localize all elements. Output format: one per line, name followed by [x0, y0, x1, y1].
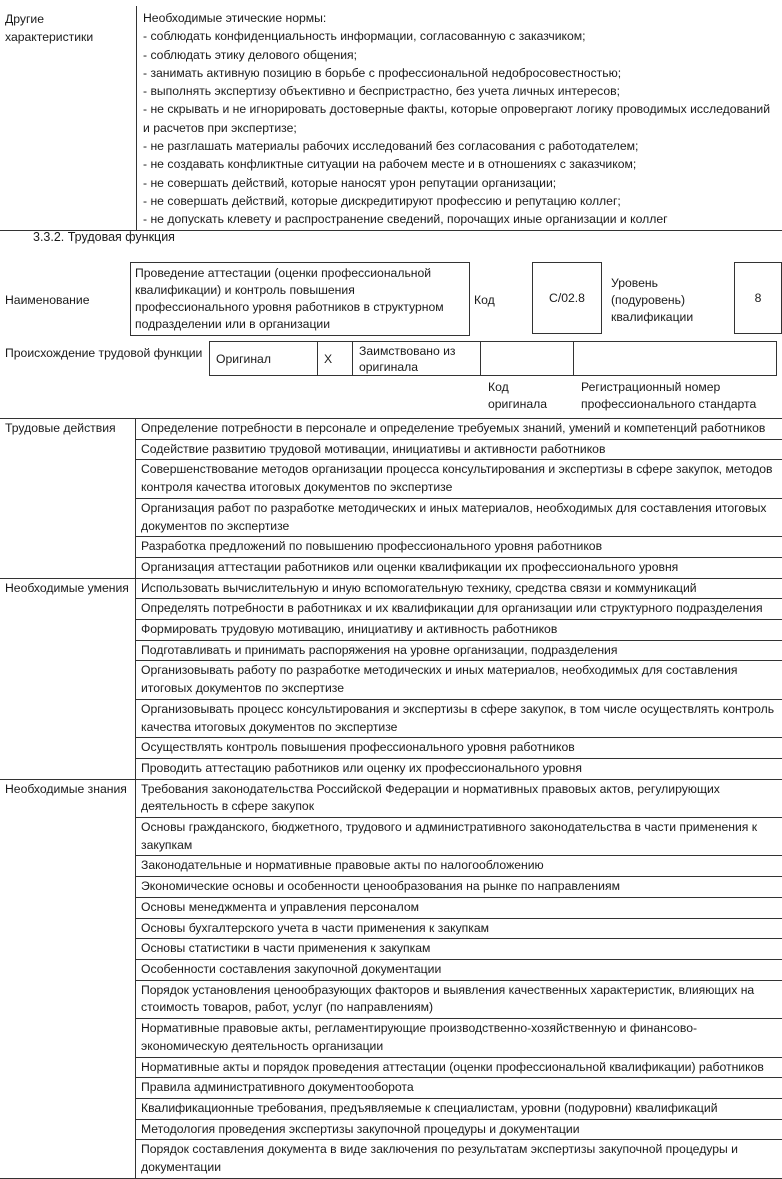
required-knowledge-label: Необходимые знания: [0, 779, 136, 817]
table-row: [0, 939, 782, 960]
required-knowledge-item: Особенности составления закупочной документации: [136, 959, 782, 980]
category-spacer: [0, 1098, 136, 1119]
required-knowledge-item: Основы гражданского, бюджетного, трудового и административного законодательства в части применения к закупкам: [136, 818, 782, 856]
origin-table: [209, 341, 777, 376]
table-row: [0, 779, 782, 817]
table-row: [0, 661, 782, 699]
category-spacer: [0, 557, 136, 578]
required-knowledge-item: Основы статистики в части применения к закупкам: [136, 939, 782, 960]
table-row: [0, 557, 782, 578]
required-skills-item: Осуществлять контроль повышения профессионального уровня работников: [136, 738, 782, 759]
original-code-caption: Код оригинала: [488, 379, 558, 413]
origin-label: Происхождение трудовой функции: [5, 344, 202, 362]
other-characteristics-label: Другие характеристики: [5, 10, 135, 46]
category-spacer: [0, 758, 136, 779]
code-label: Код: [474, 291, 495, 309]
table-row: [0, 419, 782, 440]
category-spacer: [0, 439, 136, 460]
original-code-cell: [481, 342, 574, 376]
category-spacer: [0, 877, 136, 898]
category-spacer: [0, 897, 136, 918]
ethical-norm-line: - выполнять экспертизу объективно и беспристрастно, без учета личных интересов;: [143, 82, 776, 100]
ethical-norm-line: - не совершать действий, которые дискредитируют профессию и репутацию коллег;: [143, 192, 776, 210]
required-skills-item: Подготавливать и принимать распоряжения на уровне организации, подразделения: [136, 640, 782, 661]
labor-actions-label: Трудовые действия: [0, 419, 136, 440]
category-spacer: [0, 980, 136, 1018]
required-knowledge-item: Экономические основы и особенности ценообразования на рынке по направлениям: [136, 877, 782, 898]
required-knowledge-item: Основы бухгалтерского учета в части применения к закупкам: [136, 918, 782, 939]
required-knowledge-item: Законодательные и нормативные правовые акты по налогообложению: [136, 856, 782, 877]
required-skills-item: Проводить аттестацию работников или оценку их профессионального уровня: [136, 758, 782, 779]
category-spacer: [0, 661, 136, 699]
required-skills-item: Определять потребности в работниках и их квалификации для организации или структурного подразделения: [136, 599, 782, 620]
category-spacer: [0, 620, 136, 641]
table-row: [0, 578, 782, 599]
required-knowledge-item: Нормативные правовые акты, регламентирующие производственно-хозяйственную и финансово-экономическую деятельность организации: [136, 1019, 782, 1057]
required-knowledge-item: Порядок установления ценообразующих факторов и выявления качественных характеристик, влияющих на стоимость товаров, работ, услуг (по направлениям): [136, 980, 782, 1018]
required-knowledge-item: Правила административного документооборота: [136, 1078, 782, 1099]
ethical-norm-line: - не скрывать и не игнорировать достоверные факты, которые опровергают логику проводимых исследований: [143, 100, 776, 118]
table-row: [0, 1019, 782, 1057]
qualification-level-text: 8: [755, 289, 762, 307]
section-title: 3.3.2. Трудовая функция: [33, 228, 175, 246]
required-knowledge-item: Порядок составления документа в виде заключения по результатам экспертизы закупочной процедуры и документации: [136, 1140, 782, 1178]
ethical-norm-line: Необходимые этические нормы:: [143, 9, 776, 27]
table-row: [0, 460, 782, 498]
ethical-norm-line: - не допускать клевету и распространение сведений, порочащих иные организации и коллег: [143, 210, 776, 228]
ethical-norm-line: - не разглашать материалы рабочих исследований без согласования с работодателем;: [143, 137, 776, 155]
table-row: [0, 1140, 782, 1178]
original-mark: X: [318, 342, 353, 376]
category-spacer: [0, 460, 136, 498]
category-spacer: [0, 1057, 136, 1078]
required-skills-item: Организовывать процесс консультирования и экспертизы в сфере закупок, в том числе осуществлять контроль качества итоговых документов по экспертизе: [136, 699, 782, 737]
category-spacer: [0, 699, 136, 737]
labor-actions-item: Разработка предложений по повышению профессионального уровня работников: [136, 537, 782, 558]
table-row: [0, 439, 782, 460]
table-row: [0, 537, 782, 558]
registration-number-caption: Регистрационный номер профессионального стандарта: [581, 379, 761, 413]
labor-actions-item: Организация аттестации работников или оценки квалификации их профессионального уровня: [136, 557, 782, 578]
category-spacer: [0, 537, 136, 558]
category-spacer: [0, 918, 136, 939]
category-spacer: [0, 1140, 136, 1178]
borrowed-label: Заимствовано из оригинала: [353, 342, 481, 376]
table-row: [0, 877, 782, 898]
required-skills-item: Использовать вычислительную и иную вспомогательную технику, средства связи и коммуникаций: [136, 578, 782, 599]
table-row: [0, 1098, 782, 1119]
table-row: [0, 640, 782, 661]
ethical-norm-line: - занимать активную позицию в борьбе с профессиональной недобросовестностью;: [143, 64, 776, 82]
labor-actions-item: Содействие развитию трудовой мотивации, инициативы и активности работников: [136, 439, 782, 460]
category-spacer: [0, 856, 136, 877]
required-knowledge-item: Основы менеджмента и управления персоналом: [136, 897, 782, 918]
required-skills-label: Необходимые умения: [0, 578, 136, 599]
table-row: [0, 980, 782, 1018]
required-knowledge-item: Нормативные акты и порядок проведения аттестации (оценки профессиональной квалификации) работников: [136, 1057, 782, 1078]
labor-function-table: [0, 418, 782, 1179]
ethical-norms-list: [136, 6, 782, 230]
ethical-norm-line: и расчетов при экспертизе;: [143, 119, 776, 137]
category-spacer: [0, 939, 136, 960]
category-spacer: [0, 959, 136, 980]
category-spacer: [0, 1019, 136, 1057]
table-row: [0, 1119, 782, 1140]
table-row: [0, 738, 782, 759]
category-spacer: [0, 599, 136, 620]
function-code-value: [532, 262, 602, 334]
required-skills-item: Организовывать работу по разработке методических и иных материалов, необходимых для составления итоговых документов по экспертизе: [136, 661, 782, 699]
ethical-norm-line: - соблюдать конфиденциальность информации, согласованную с заказчиком;: [143, 27, 776, 45]
qualification-level-label: Уровень (подуровень) квалификации: [611, 275, 721, 326]
table-row: [0, 758, 782, 779]
table-row: [0, 620, 782, 641]
ethical-norm-line: - соблюдать этику делового общения;: [143, 46, 776, 64]
function-code-text: C/02.8: [549, 289, 585, 307]
category-spacer: [0, 498, 136, 536]
table-row: [0, 818, 782, 856]
ethical-norm-line: - не совершать действий, которые наносят урон репутации организации;: [143, 174, 776, 192]
required-knowledge-item: Квалификационные требования, предъявляемые к специалистам, уровни (подуровни) квалификаций: [136, 1098, 782, 1119]
name-label: Наименование: [5, 291, 90, 309]
category-spacer: [0, 738, 136, 759]
original-label: Оригинал: [210, 342, 318, 376]
table-row: [0, 1078, 782, 1099]
category-spacer: [0, 818, 136, 856]
table-row: [0, 959, 782, 980]
table-row: [0, 918, 782, 939]
table-row: [0, 897, 782, 918]
table-row: [0, 1057, 782, 1078]
other-characteristics-row: [0, 6, 782, 231]
table-row: [0, 856, 782, 877]
required-knowledge-item: Требования законодательства Российской Федерации и нормативных правовых актов, регулирующих деятельность в сфере закупок: [136, 779, 782, 817]
required-knowledge-item: Методология проведения экспертизы закупочной процедуры и документации: [136, 1119, 782, 1140]
required-skills-item: Формировать трудовую мотивацию, инициативу и активность работников: [136, 620, 782, 641]
table-row: [0, 498, 782, 536]
table-row: [0, 699, 782, 737]
category-spacer: [0, 1078, 136, 1099]
category-spacer: [0, 640, 136, 661]
labor-actions-item: Определение потребности в персонале и определение требуемых знаний, умений и компетенций работников: [136, 419, 782, 440]
ethical-norm-line: - не создавать конфликтные ситуации на рабочем месте и в отношениях с заказчиком;: [143, 155, 776, 173]
qualification-level-value: [734, 262, 782, 334]
labor-actions-item: Совершенствование методов организации процесса консультирования и экспертизы в сфере закупок, методов контроля качества итоговых документов по экспертизе: [136, 460, 782, 498]
function-name-value: Проведение аттестации (оценки профессиональной квалификации) и контроль повышения профессионального уровня работников в структурном подразделении или в организации: [130, 262, 470, 336]
table-row: [0, 599, 782, 620]
category-spacer: [0, 1119, 136, 1140]
registration-number-cell: [574, 342, 777, 376]
labor-actions-item: Организация работ по разработке методических и иных материалов, необходимых для составления итоговых документов по экспертизе: [136, 498, 782, 536]
